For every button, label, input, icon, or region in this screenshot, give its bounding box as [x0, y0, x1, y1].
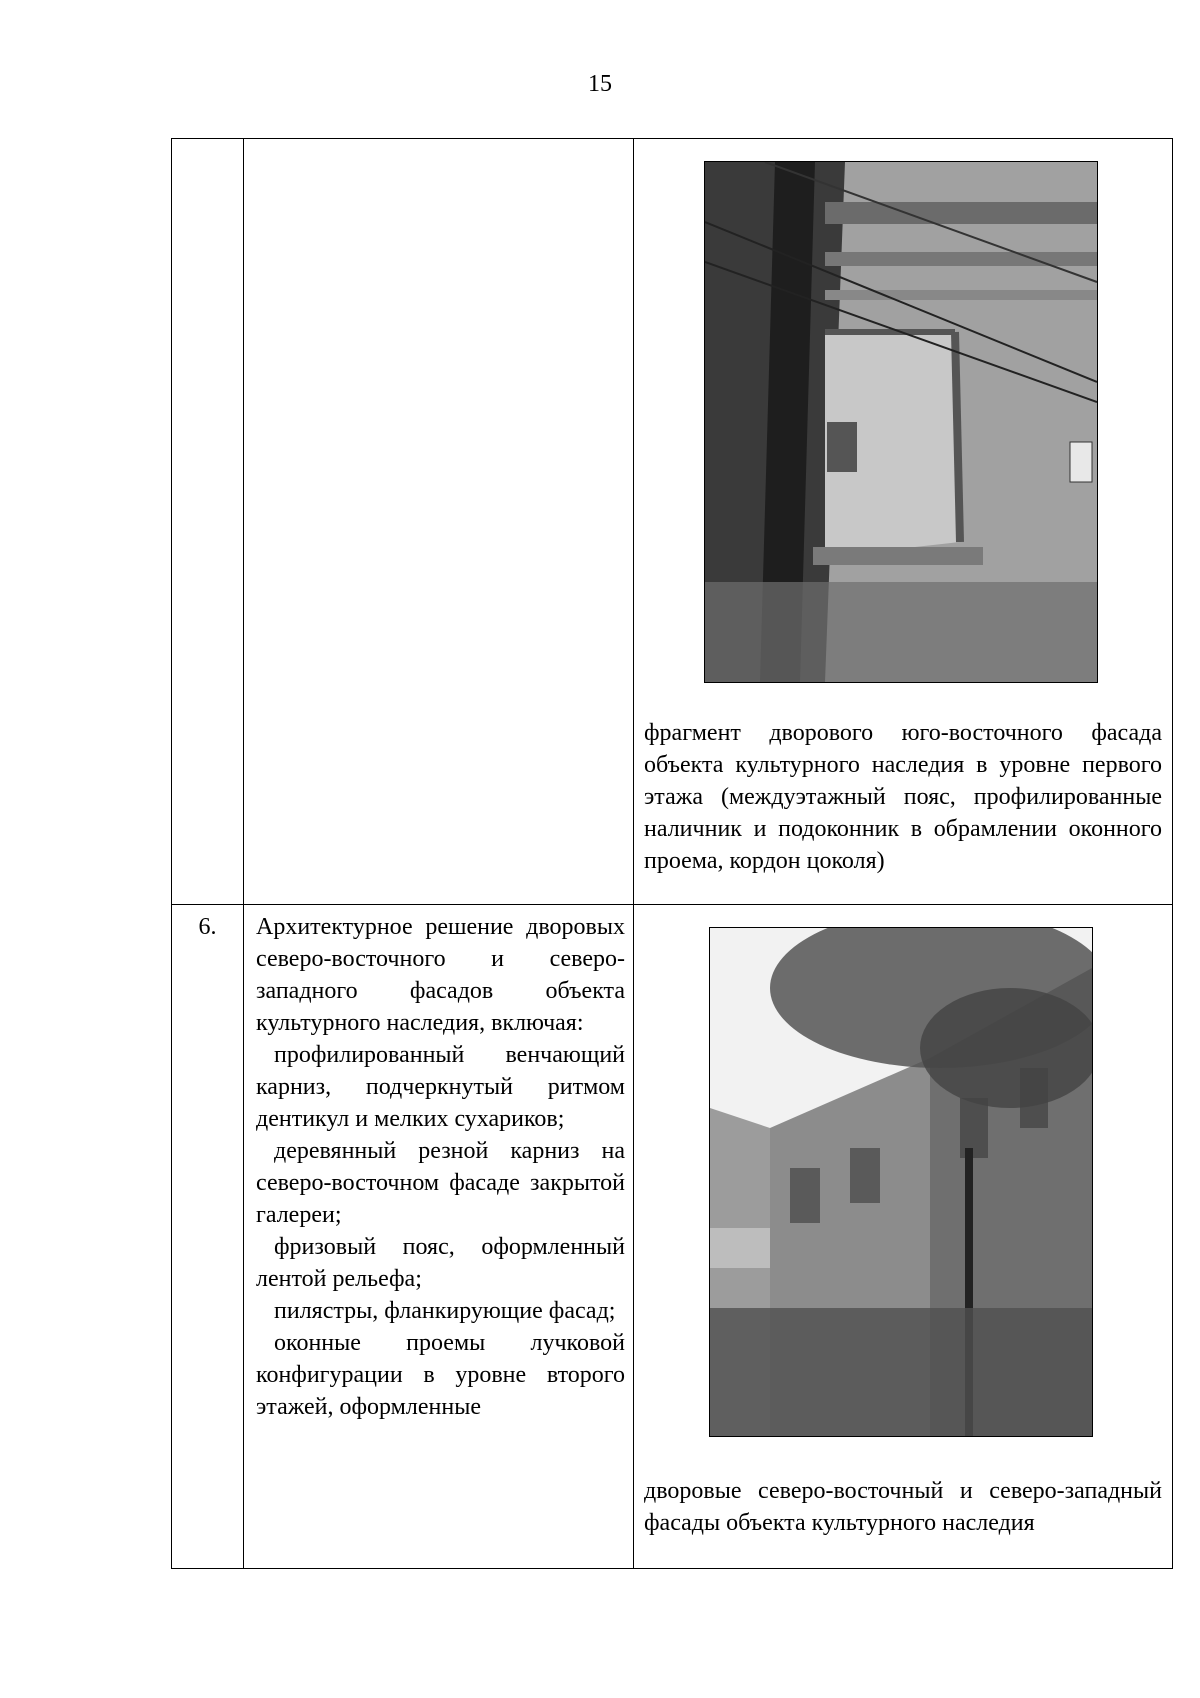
description-item: оконные проемы лучковой конфигурации в уровне второго этажей, оформленные [256, 1330, 625, 1420]
photo-cell [634, 905, 1173, 1569]
page-number: 15 [588, 71, 612, 97]
description-cell [244, 905, 634, 1569]
description-cell [244, 139, 634, 905]
row-number-cell [172, 139, 244, 905]
description-item: пилястры, фланкирующие фасад; [274, 1298, 616, 1324]
table-row [172, 139, 1173, 905]
table-row [172, 905, 1173, 1569]
description-intro: Архитектурное решение дворовых северо-восточного и северо-западного фасадов объекта культурного наследия, включая: [256, 914, 625, 1036]
photo-caption: дворовые северо-восточный и северо-западный фасады объекта культурного наследия [644, 1478, 1162, 1536]
photo-cell [634, 139, 1173, 905]
heritage-table [171, 138, 1173, 1569]
description-item: фризовый пояс, оформленный лентой рельефа; [256, 1234, 625, 1292]
description-item: профилированный венчающий карниз, подчеркнутый ритмом дентикул и мелких сухариков; [256, 1042, 625, 1132]
courtyard-facade-photo [709, 927, 1093, 1437]
description-item: деревянный резной карниз на северо-восточном фасаде закрытой галереи; [256, 1138, 625, 1228]
facade-fragment-photo [704, 161, 1098, 683]
row-number-cell: 6. [172, 905, 244, 1569]
photo-caption: фрагмент дворового юго-восточного фасада объекта культурного наследия в уровне первого этажа (междуэтажный пояс, профилированные наличник и подоконник в обрамлении оконного проема, кордон цоколя) [644, 720, 1162, 874]
